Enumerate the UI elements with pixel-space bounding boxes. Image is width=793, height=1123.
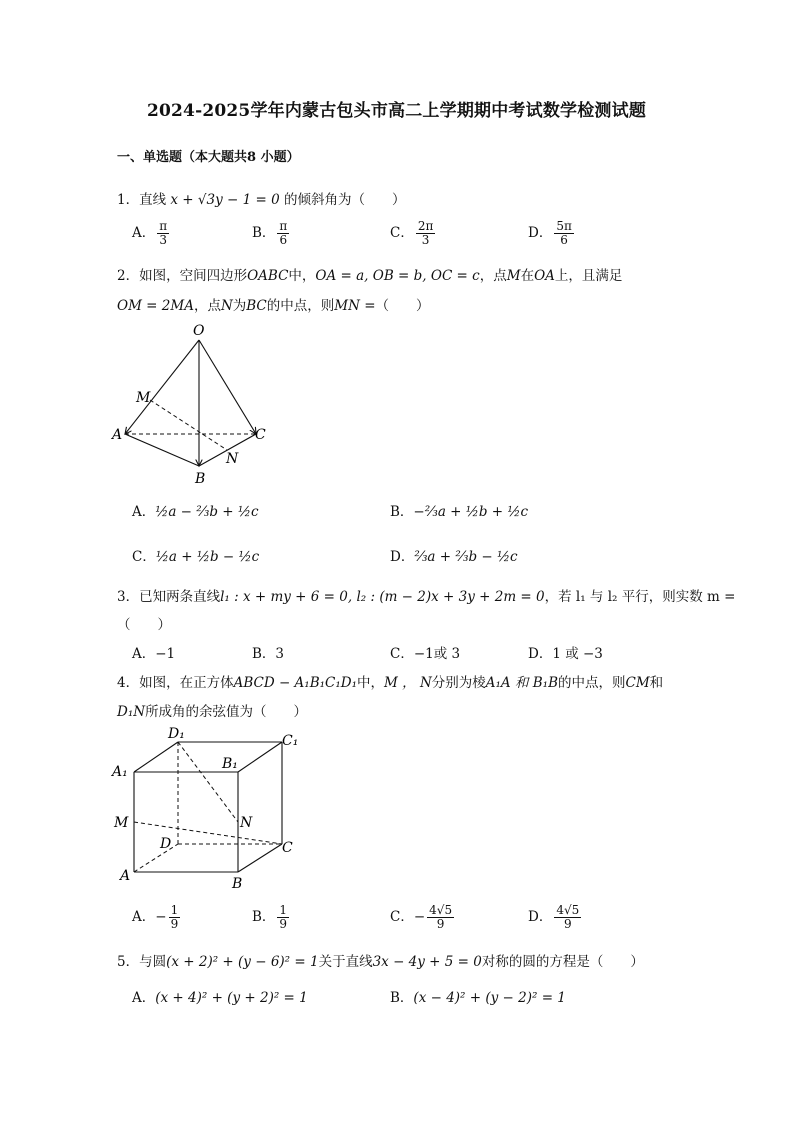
- q3-option-b-label: B．: [252, 646, 276, 662]
- q1-option-a-label: A．: [132, 225, 156, 241]
- q3-option-c-label: C．: [390, 646, 414, 662]
- q3-option-a-text: −1: [155, 646, 176, 662]
- q4-edges: A₁A 和 B₁B: [485, 675, 559, 691]
- q2-condition: OM = 2MA: [117, 298, 194, 314]
- q4-option-b-fraction: [277, 904, 289, 931]
- fraction-denominator: 6: [560, 233, 568, 247]
- question-2-stem-line1: [117, 264, 622, 284]
- q1-option-b-label: B．: [252, 225, 276, 241]
- edge-b1c1: [238, 742, 282, 772]
- q1-stem-pre: 1．直线: [117, 192, 167, 208]
- q5-line: 3x − 4y + 5 = 0: [372, 954, 482, 970]
- q4-segment-d1n: D₁N: [117, 704, 146, 720]
- q2-option-c-expr: ½a + ½b − ½c: [155, 549, 260, 565]
- q4-option-d-fraction: [554, 904, 581, 931]
- fraction-denominator: 9: [436, 917, 445, 931]
- fraction-numerator: π: [279, 219, 288, 233]
- q4-option-b: [252, 904, 291, 931]
- label-c: C: [255, 427, 266, 443]
- q2-point-m: M: [506, 268, 521, 284]
- fraction-numerator: 1: [170, 903, 179, 917]
- fraction-numerator: 4√5: [429, 903, 453, 917]
- edge-oc: [199, 340, 256, 434]
- q2-text: ，点: [479, 268, 507, 284]
- q2-text: 2．如图，空间四边形: [117, 268, 248, 284]
- q1-option-b: [252, 220, 291, 247]
- question-2-stem-line2: [117, 294, 430, 314]
- edge-a1d1: [134, 742, 178, 772]
- q1-option-a: [132, 220, 171, 247]
- q3-option-c: [390, 642, 460, 662]
- q2-text: 为: [232, 298, 247, 314]
- q1-option-c-fraction: [416, 220, 436, 247]
- q3-option-c-text: −1或 3: [413, 646, 461, 662]
- q3-option-b: [252, 642, 284, 662]
- q2-text: 在: [520, 268, 535, 284]
- q3-option-a-label: A．: [132, 646, 156, 662]
- q2-tetrahedron-figure: [108, 318, 278, 488]
- q3-option-b-text: 3: [275, 646, 285, 662]
- q2-segment-bc: BC: [246, 298, 267, 314]
- q4-cube-figure: [110, 722, 310, 894]
- edge-bc: [238, 844, 282, 872]
- q2-option-c-label: C．: [132, 549, 156, 565]
- q2-text: 的中点，则: [266, 298, 335, 314]
- edge-oa: [125, 340, 199, 434]
- q2-text: （ ）: [375, 298, 430, 314]
- q4-text: 的中点，则: [558, 675, 626, 691]
- q4-option-a-label: A．: [132, 909, 156, 925]
- q3-text: ，若 l₁ 与 l₂ 平行，则实数 m =: [544, 589, 736, 605]
- label-a: A: [112, 427, 123, 443]
- q5-option-b: [390, 986, 566, 1006]
- q4-option-a: [132, 904, 182, 931]
- q4-segment-cm: CM: [625, 675, 650, 691]
- segment-cm: [134, 822, 282, 844]
- question-3-stem-line2: （ ）: [117, 617, 171, 633]
- q1-option-b-fraction: [277, 220, 289, 247]
- q5-option-a-label: A．: [132, 990, 156, 1006]
- q4-option-c-label: C．: [390, 909, 414, 925]
- edge-ab: [125, 434, 199, 466]
- q1-option-c-label: C．: [390, 225, 414, 241]
- q2-point-n: N: [220, 298, 233, 314]
- q2-option-b-label: B．: [390, 504, 414, 520]
- label-c: C: [282, 840, 293, 856]
- q1-stem-post: 的倾斜角为（ ）: [283, 192, 406, 208]
- edge-ad: [134, 844, 178, 872]
- q3-line-l2: l₂ : (m − 2)x + 3y + 2m = 0: [356, 589, 545, 605]
- label-d: D: [160, 836, 172, 852]
- q5-text: 5．与圆: [117, 954, 167, 970]
- q3-option-a: [132, 642, 175, 662]
- label-n: N: [240, 815, 253, 831]
- q3-option-d: [528, 642, 603, 662]
- fraction-denominator: 9: [170, 917, 179, 931]
- label-a: A: [120, 868, 131, 884]
- q2-option-d-expr: ⅔a + ⅔b − ½c: [414, 549, 518, 565]
- label-b1: B₁: [222, 756, 238, 772]
- q2-option-b: [390, 500, 528, 520]
- fraction-numerator: 1: [279, 903, 288, 917]
- fraction-numerator: 4√5: [556, 903, 580, 917]
- q2-vector-oa: OA: [534, 268, 555, 284]
- fraction-numerator: 2π: [417, 219, 434, 233]
- q2-option-b-expr: −⅔a + ½b + ½c: [413, 504, 529, 520]
- segment-d1n: [178, 742, 238, 822]
- q4-option-c-sign: −: [413, 909, 426, 925]
- q1-option-a-fraction: [157, 220, 169, 247]
- q4-option-a-fraction: [169, 904, 181, 931]
- question-5-stem: [117, 950, 644, 970]
- q4-option-c-fraction: [427, 904, 454, 931]
- label-o: O: [193, 323, 205, 339]
- q2-option-c: [132, 545, 259, 565]
- label-c1: C₁: [282, 733, 299, 749]
- fraction-numerator: π: [159, 219, 168, 233]
- q4-text: 中，: [357, 675, 385, 691]
- q3-line-l1: l₁ : x + my + 6 = 0,: [220, 589, 353, 605]
- q4-option-b-label: B．: [252, 909, 276, 925]
- q2-text: 中，: [288, 268, 316, 284]
- q1-option-d: [528, 220, 576, 247]
- q3-text: 3．已知两条直线: [117, 589, 221, 605]
- q1-option-d-label: D．: [528, 225, 553, 241]
- q2-quad: OABC: [247, 268, 289, 284]
- q4-option-c: [390, 904, 456, 931]
- question-1-stem: [117, 188, 405, 208]
- q5-text: 对称的圆的方程是（ ）: [481, 954, 644, 970]
- q4-option-d-label: D．: [528, 909, 553, 925]
- q2-option-d: [390, 545, 518, 565]
- q4-cube: ABCD − A₁B₁C₁D₁: [233, 675, 358, 691]
- q1-option-d-fraction: [554, 220, 574, 247]
- q3-option-d-label: D．: [528, 646, 553, 662]
- fraction-denominator: 3: [159, 233, 168, 247]
- label-m: M: [114, 815, 129, 831]
- q4-option-d: [528, 904, 583, 931]
- fraction-denominator: 9: [563, 917, 572, 931]
- q4-text: 和: [649, 675, 664, 691]
- label-b: B: [195, 471, 206, 487]
- question-3-stem-line1: [117, 585, 735, 605]
- label-d1: D₁: [168, 726, 185, 742]
- segment-mn: [150, 400, 227, 450]
- q5-option-b-label: B．: [390, 990, 414, 1006]
- q5-option-b-text: (x − 4)² + (y − 2)² = 1: [413, 990, 566, 1006]
- fraction-numerator: 5π: [556, 219, 572, 233]
- q3-option-d-text: 1 或 −3: [552, 646, 603, 662]
- q2-vectors: OA = a, OB = b, OC = c: [315, 268, 480, 284]
- q4-text: 所成角的余弦值为（ ）: [145, 704, 308, 720]
- q2-vector-mn: MN =: [334, 298, 376, 314]
- q2-option-a: [132, 500, 259, 520]
- q2-text: 上，且满足: [554, 268, 623, 284]
- q2-option-d-label: D．: [390, 549, 415, 565]
- q2-option-a-expr: ½a − ⅔b + ½c: [155, 504, 259, 520]
- q5-circle: (x + 2)² + (y − 6)² = 1: [166, 954, 319, 970]
- q4-text: 分别为棱: [431, 675, 486, 691]
- label-b: B: [232, 876, 243, 892]
- page-title: 2024-2025学年内蒙古包头市高二上学期期中考试数学检测试题: [146, 101, 647, 121]
- q5-option-a-text: (x + 4)² + (y + 2)² = 1: [155, 990, 308, 1006]
- question-4-stem-line1: [117, 671, 663, 691]
- fraction-denominator: 3: [421, 233, 430, 247]
- label-a1: A₁: [112, 764, 128, 780]
- q1-option-c: [390, 220, 437, 247]
- fraction-denominator: 9: [279, 917, 288, 931]
- q2-option-a-label: A．: [132, 504, 156, 520]
- q5-text: 关于直线: [318, 954, 373, 970]
- q2-text: ，点: [193, 298, 221, 314]
- label-m: M: [136, 390, 151, 406]
- q5-option-a: [132, 986, 308, 1006]
- q4-points: M ， N: [384, 675, 432, 691]
- question-4-stem-line2: [117, 700, 307, 720]
- q4-text: 4．如图，在正方体: [117, 675, 234, 691]
- fraction-denominator: 6: [279, 233, 288, 247]
- q1-equation: x + √3y − 1 = 0: [170, 192, 280, 208]
- q4-option-a-sign: −: [155, 909, 167, 925]
- label-n: N: [226, 451, 239, 467]
- section-heading: 一、单选题（本大题共8 小题）: [117, 150, 300, 165]
